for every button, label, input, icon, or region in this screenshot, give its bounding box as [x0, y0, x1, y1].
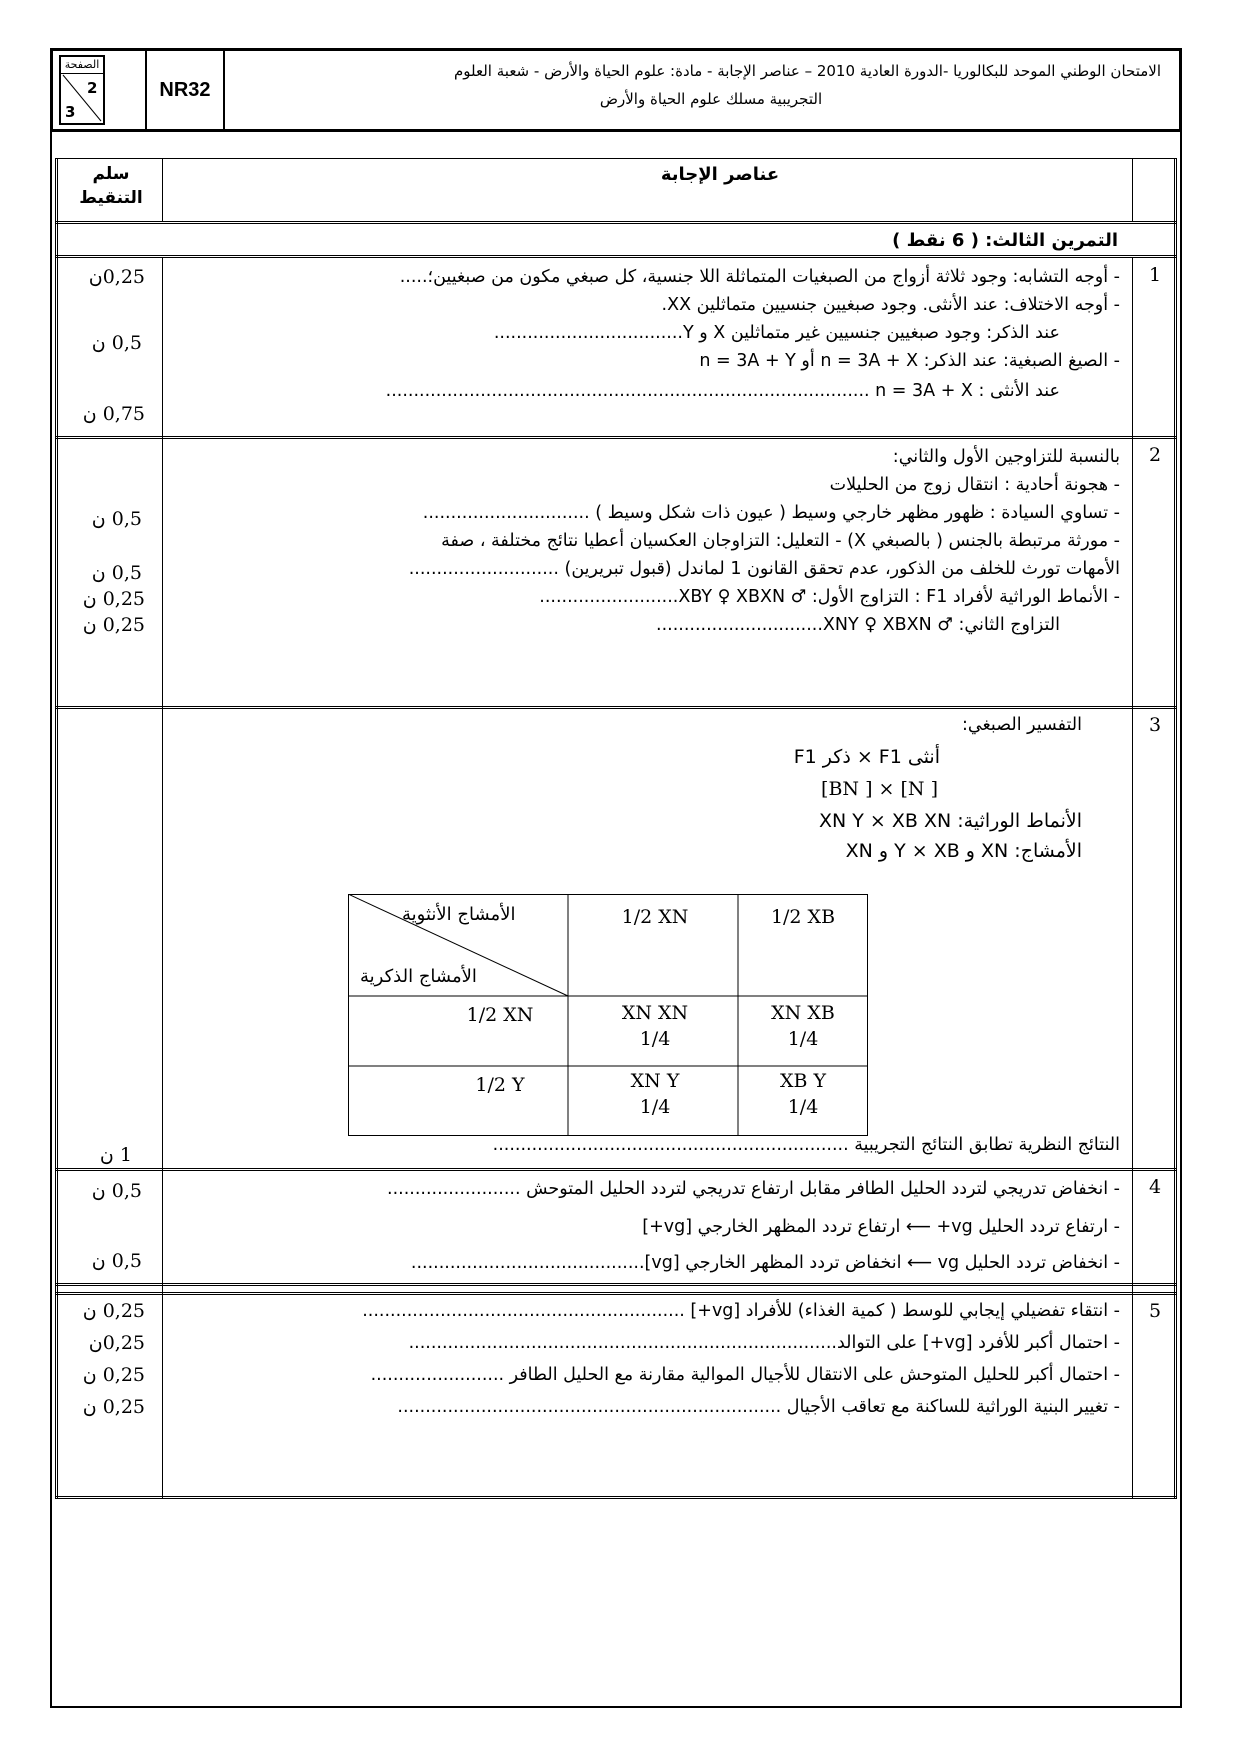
q1-line1: - أوجه التشابه: وجود ثلاثة أزواج من الصبغيات المتماثلة اللا جنسية، كل صبغي مكون من صبغيين؛..... [399, 267, 1120, 287]
page-current: 2 [87, 79, 98, 97]
q2-line4: - مورثة مرتبطة بالجنس ( بالصبغي X) - التعليل: التزاوجان العكسيان أعطيا نتائج مختلفة ، صفة [441, 531, 1120, 551]
q5-line4: - تغيير البنية الوراثية للساكنة مع تعاقب الأجيال ..................................................................... [397, 1397, 1120, 1417]
q4-score2: 0,5 ن [91, 1250, 142, 1272]
punnett-female-gamete-1: 1/2 XN [621, 906, 689, 928]
q1-line3: عند الذكر: وجود صبغيين جنسيين غير متماثلين X و Y.................................. [493, 323, 1060, 343]
page-total: 3 [65, 103, 76, 121]
punnett-cell-1-2 [738, 1000, 868, 1052]
scale-column-header: سلم التنقيط [79, 164, 143, 208]
num-col-divider-lower [1132, 1292, 1133, 1498]
exercise-title-divider [55, 255, 1177, 258]
q4-line2: - ارتفاع تردد الحليل vg+ ⟵ ارتفاع تردد المظهر الخارجي [vg+] [642, 1217, 1120, 1237]
q4-line3: - انخفاض تردد الحليل vg ⟵ انخفاض تردد المظهر الخارجي [vg].......................................... [410, 1253, 1120, 1273]
q5-score3: 0,25 ن [82, 1364, 145, 1386]
q3-gametes: الأمشاج: XN و Y × XB و XN [845, 840, 1082, 862]
q2-number: 2 [1148, 444, 1162, 466]
exam-header [50, 48, 1182, 132]
punnett-genotype-1-2: XN XB [771, 1002, 835, 1024]
table-left-border [55, 158, 58, 1294]
q2-line7: التزاوج الثاني: ♂ XNY ♀ XBXN.............................. [656, 615, 1060, 635]
q1-line4: - الصيغ الصبغية: عند الذكر: n = 3A + X أو n = 3A + Y [699, 351, 1120, 371]
q3-conclusion: النتائج النظرية تطابق النتائج التجريبية ................................................................ [492, 1135, 1120, 1155]
exam-title [261, 57, 1161, 113]
q2-line2: - هجونة أحادية : انتقال زوج من الحليلات [829, 475, 1120, 495]
q2-line6: - الأنماط الوراثية لأفراد F1 : التزاوج الأول: ♂ XBY ♀ XBXN......................... [539, 587, 1120, 607]
punnett-male-gametes-label: الأمشاج الذكرية [360, 966, 477, 987]
q2-score4: 0,25 ن [82, 614, 145, 636]
punnett-genotype-2-1: XN Y [630, 1070, 680, 1092]
table-left-border-lower [55, 1292, 58, 1498]
q5-line3: - احتمال أكبر للحليل المتوحش على الانتقال للأجيال الموالية مقارنة مع الحليل الطافر ........................ [370, 1365, 1120, 1385]
punnett-cell-2-1 [570, 1068, 740, 1120]
punnett-cell-2-2 [738, 1068, 868, 1120]
answers-column-header: عناصر الإجابة [660, 164, 780, 185]
table-right-border [1174, 158, 1177, 1294]
punnett-male-gamete-1: 1/2 XN [466, 1004, 534, 1026]
q1-line5: عند الأنثى : n = 3A + X ....................................................................................... [385, 381, 1060, 401]
punnett-genotype-1-1: XN XN [621, 1002, 689, 1024]
punnett-freq-1-2: 1/4 [787, 1028, 819, 1050]
q3-cross: أنثى F1 × ذكر F1 [793, 746, 940, 768]
q2-score2: 0,5 ن [91, 562, 142, 584]
table-bottom [55, 1292, 1177, 1295]
exam-title-line1: الامتحان الوطني الموحد للبكالوريا -الدورة العادية 2010 – عناصر الإجابة - مادة: علوم الحياة والأرض - شعبة العلوم [454, 62, 1161, 80]
q5-score4: 0,25 ن [82, 1396, 145, 1418]
q3-phenotypes: [ N] × [ BN] [821, 778, 938, 800]
scale-col-divider-top [162, 158, 163, 222]
punnett-female-gametes-label: الأمشاج الأنثوية [402, 904, 516, 925]
q2-score3: 0,25 ن [82, 588, 145, 610]
exercise-title: التمرين الثالث: ( 6 نقط ) [892, 230, 1118, 251]
q1-number: 1 [1148, 264, 1162, 286]
q4-number: 4 [1148, 1176, 1162, 1198]
q2-score1: 0,5 ن [91, 508, 142, 530]
punnett-freq-1-1: 1/4 [639, 1028, 671, 1050]
q2-line5: الأمهات تورث للخلف من الذكور، عدم تحقق القانون 1 لماندل (قبول تبريرين) ........................... [408, 559, 1120, 579]
punnett-freq-2-2: 1/4 [787, 1096, 819, 1118]
q3-chromosomal-title: التفسير الصبغي: [961, 715, 1082, 735]
punnett-genotype-2-2: XB Y [779, 1070, 827, 1092]
table-top [55, 158, 1177, 159]
q1-score3: 0,75 ن [82, 403, 145, 425]
q4-line1: - انخفاض تدريجي لتردد الحليل الطافر مقابل ارتفاع تدريجي لتردد الحليل المتوحش ........................ [387, 1179, 1120, 1199]
q2-line3: - تساوي السيادة : ظهور مظهر خارجي وسيط ( عيون ذات شكل وسيط ) .............................. [422, 503, 1120, 523]
scale-col-divider-lower [162, 1292, 163, 1498]
row1-divider [55, 436, 1177, 439]
q5-line2: - احتمال أكبر للأفرد [vg+] على التوالد............................................................................. [408, 1333, 1120, 1353]
num-col-divider [1132, 258, 1133, 1294]
punnett-cell-1-1 [570, 1000, 740, 1052]
q5-score2: 0,25ن [88, 1332, 145, 1354]
q3-number: 3 [1148, 714, 1162, 736]
page-label: الصفحة [61, 57, 103, 74]
scale-col-divider [162, 258, 163, 1294]
q4-score1: 0,5 ن [91, 1180, 142, 1202]
q5-line1: - انتقاء تفضيلي إيجابي للوسط ( كمية الغذاء) للأفراد [vg+] .......................................................... [362, 1301, 1120, 1321]
q2-line1: بالنسبة للتزاوجين الأول والثاني: [892, 447, 1120, 467]
row4-divider [55, 1283, 1177, 1286]
exam-code: NR32 [145, 51, 225, 129]
header-row-divider [55, 221, 1177, 224]
punnett-female-gamete-2: 1/2 XB [770, 906, 836, 928]
table-right-border-lower [1174, 1292, 1177, 1498]
q1-score1: 0,25ن [88, 266, 145, 288]
q1-score2: 0,5 ن [91, 332, 142, 354]
q3-genotypes: الأنماط الوراثية: XN Y × XB XN [819, 810, 1082, 832]
q3-score: 1 ن [99, 1144, 132, 1166]
page-number-box [59, 55, 105, 125]
row3-divider [55, 1168, 1177, 1171]
exam-title-line2: التجريبية مسلك علوم الحياة والأرض [599, 90, 823, 108]
table-final-bottom [55, 1496, 1177, 1499]
punnett-freq-2-1: 1/4 [639, 1096, 671, 1118]
num-col-divider-top [1132, 158, 1133, 222]
q5-number: 5 [1148, 1300, 1162, 1322]
punnett-male-gamete-2: 1/2 Y [475, 1074, 525, 1096]
row2-divider [55, 706, 1177, 709]
q1-line2: - أوجه الاختلاف: عند الأنثى. وجود صبغيين جنسيين متماثلين XX. [661, 295, 1120, 315]
q5-score1: 0,25 ن [82, 1300, 145, 1322]
